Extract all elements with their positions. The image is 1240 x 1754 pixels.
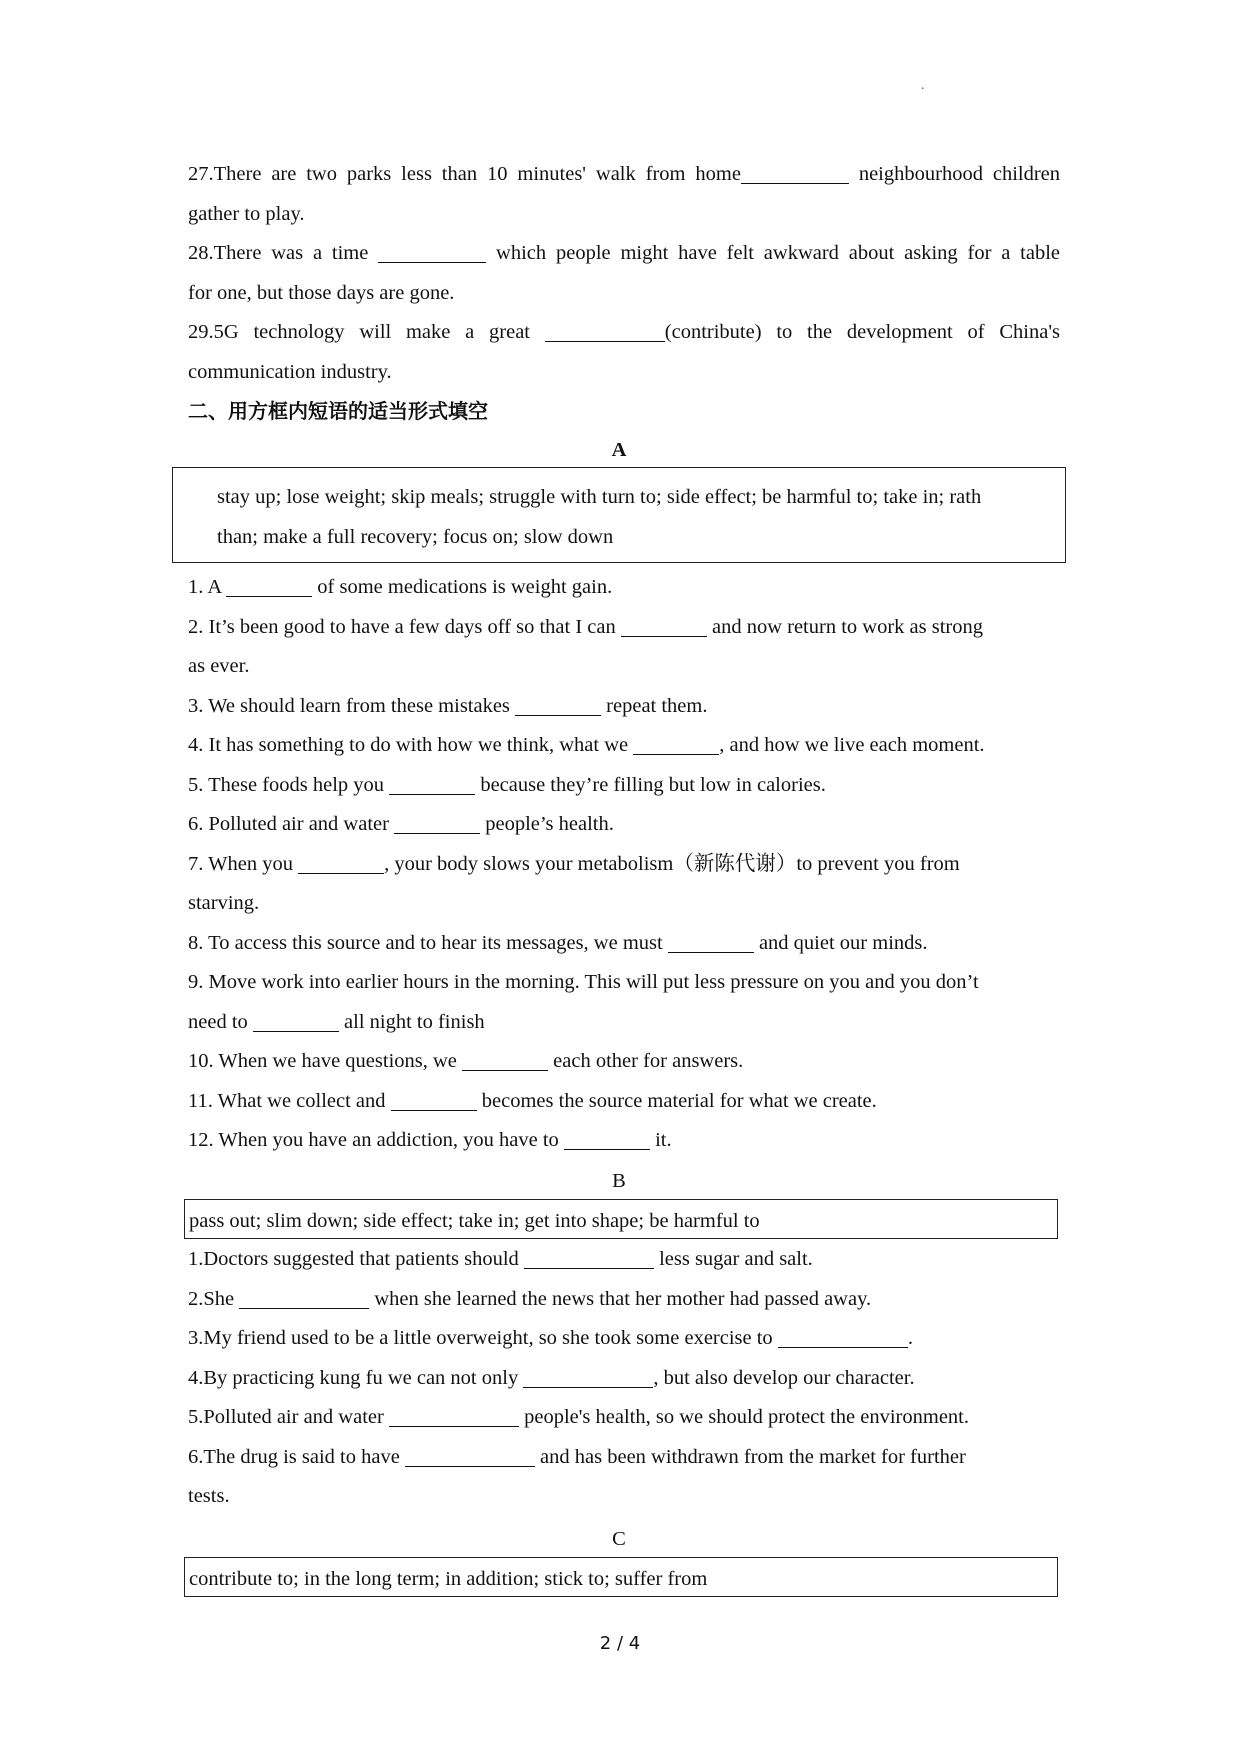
- answer-blank[interactable]: [668, 930, 754, 953]
- question-a9-cont: need to all night to finish: [188, 1010, 485, 1033]
- question-28: [188, 234, 1060, 313]
- question-29: [188, 313, 1060, 392]
- question-a11: 11. What we collect and becomes the source material for what we create.: [188, 1089, 877, 1112]
- question-a7-cont: starving.: [188, 892, 260, 914]
- question-b6: 6.The drug is said to have and has been withdrawn from the market for further: [188, 1445, 966, 1468]
- page-mark: .: [921, 78, 925, 93]
- answer-blank[interactable]: [545, 319, 665, 342]
- question-27-line-1: 27.There are two parks less than 10 minutes' walk from home neighbourhood children: [188, 163, 1061, 185]
- question-27: [188, 155, 1060, 234]
- word-box-line-1: stay up; lose weight; skip meals; struggle with turn to; side effect; be harmful to; take in; rath: [217, 486, 982, 508]
- answer-blank[interactable]: [391, 1088, 477, 1111]
- section-a-questions: [188, 568, 1060, 1161]
- question-a8: 8. To access this source and to hear its messages, we must and quiet our minds.: [188, 931, 928, 954]
- question-a2-cont: as ever.: [188, 655, 250, 677]
- question-a10: 10. When we have questions, we each other for answers.: [188, 1050, 744, 1072]
- section-b-label: B: [612, 1170, 626, 1192]
- answer-blank[interactable]: [253, 1009, 339, 1032]
- question-28-line-2: for one, but those days are gone.: [188, 281, 455, 304]
- section-c-label: C: [612, 1528, 626, 1550]
- section-2-heading: 二、用方框内短语的适当形式填空: [188, 399, 488, 423]
- question-a1: 1. A of some medications is weight gain.: [188, 576, 613, 598]
- question-b5: 5.Polluted air and water people's health, so we should protect the environment.: [188, 1406, 969, 1428]
- section-a-label: A: [611, 439, 627, 461]
- question-a5: 5. These foods help you because they’re filling but low in calories.: [188, 773, 826, 796]
- question-b3: 3.My friend used to be a little overweight, so she took some exercise to .: [188, 1327, 913, 1349]
- question-a2: 2. It’s been good to have a few days off so that I can and now return to work as strong: [188, 615, 983, 638]
- section-b-questions: [188, 1240, 1060, 1517]
- answer-blank[interactable]: [564, 1127, 650, 1150]
- question-a6: 6. Polluted air and water people’s health.: [188, 813, 614, 835]
- question-27-line-2: gather to play.: [188, 202, 305, 225]
- question-a4: 4. It has something to do with how we think, what we , and how we live each moment.: [188, 734, 985, 756]
- answer-blank[interactable]: [515, 693, 601, 716]
- answer-blank[interactable]: [741, 161, 849, 184]
- question-b4: 4.By practicing kung fu we can not only , but also develop our character.: [188, 1366, 915, 1389]
- question-a7: 7. When you , your body slows your metabolism（新陈代谢）to prevent you from: [188, 852, 960, 875]
- section-a-word-box: [172, 467, 1066, 563]
- section-b-word-list: pass out; slim down; side effect; take in; get into shape; be harmful to: [189, 1210, 760, 1232]
- question-a9: 9. Move work into earlier hours in the morning. This will put less pressure on you and you don’t: [188, 971, 979, 993]
- answer-blank[interactable]: [462, 1048, 548, 1071]
- word-box-line-2: than; make a full recovery; focus on; slow down: [217, 525, 614, 548]
- question-b1: 1.Doctors suggested that patients should less sugar and salt.: [188, 1248, 813, 1270]
- question-29-line-2: communication industry.: [188, 360, 392, 383]
- question-b2: 2.She when she learned the news that her mother had passed away.: [188, 1287, 872, 1310]
- section-c-word-list: contribute to; in the long term; in addition; stick to; suffer from: [189, 1568, 708, 1590]
- answer-blank[interactable]: [226, 574, 312, 597]
- question-a3: 3. We should learn from these mistakes repeat them.: [188, 694, 708, 717]
- answer-blank[interactable]: [633, 732, 719, 755]
- question-29-line-1: 29.5G technology will make a great (contribute) to the development of China's: [188, 321, 1061, 343]
- answer-blank[interactable]: [523, 1365, 653, 1388]
- answer-blank[interactable]: [389, 772, 475, 795]
- answer-blank[interactable]: [394, 811, 480, 834]
- question-a12: 12. When you have an addiction, you have to it.: [188, 1129, 672, 1151]
- answer-blank[interactable]: [778, 1325, 908, 1348]
- section-c-word-box: [184, 1557, 1058, 1597]
- answer-blank[interactable]: [405, 1444, 535, 1467]
- question-b6-cont: tests.: [188, 1485, 230, 1507]
- answer-blank[interactable]: [524, 1246, 654, 1269]
- question-28-line-1: 28.There was a time which people might have felt awkward about asking for a table: [188, 242, 1061, 264]
- page-number: 2 / 4: [599, 1633, 641, 1654]
- answer-blank[interactable]: [389, 1404, 519, 1427]
- answer-blank[interactable]: [621, 614, 707, 637]
- answer-blank[interactable]: [378, 240, 486, 263]
- answer-blank[interactable]: [239, 1286, 369, 1309]
- section-b-word-box: [184, 1199, 1058, 1239]
- answer-blank[interactable]: [298, 851, 384, 874]
